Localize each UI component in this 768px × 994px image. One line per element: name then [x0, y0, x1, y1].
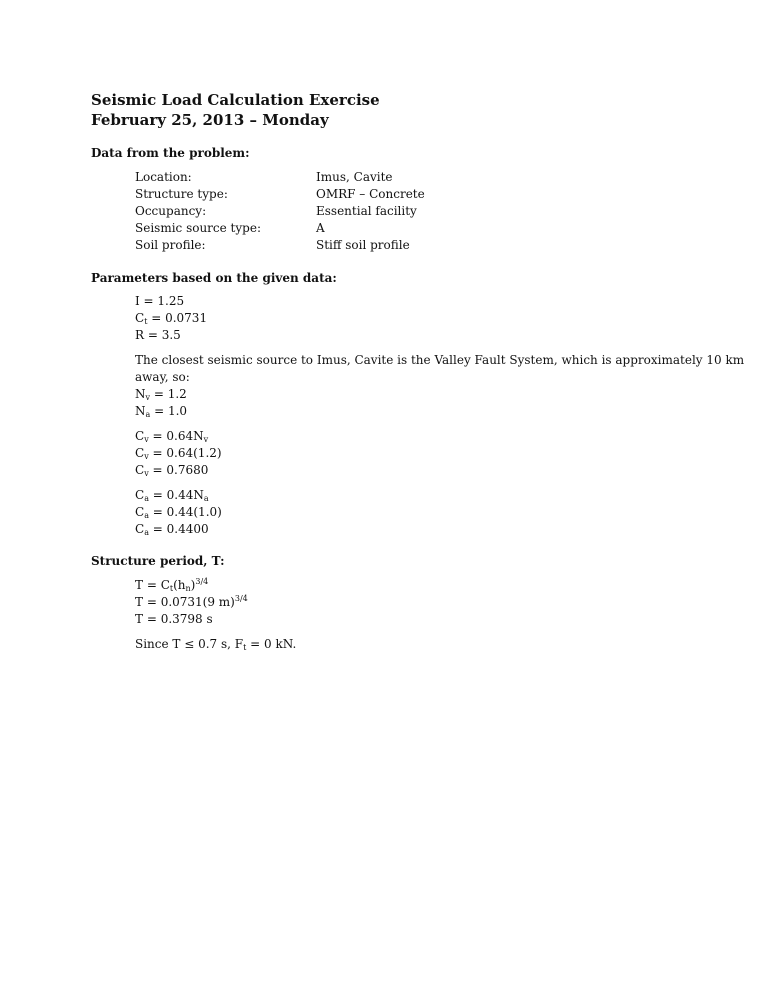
param-Na: $N_a = 1.0$ [135, 404, 188, 419]
eq-Cv-2: $C_v = 0.64(1.2)$ [135, 446, 222, 461]
data-label-structure-type: Structure type: [135, 187, 228, 201]
data-value-occupancy: Essential facility [316, 204, 417, 218]
eq-Cv-1: $C_v = 0.64N_v$ [135, 429, 209, 444]
eq-Ca-2: $C_a = 0.44(1.0)$ [135, 505, 222, 520]
eq-T-1: $T = C_t(h_n)^{3/4}$ [135, 577, 209, 593]
eq-Cv-3: $C_v = 0.7680$ [135, 463, 209, 478]
param-I: I = 1.25 [135, 294, 185, 308]
params-heading: Parameters based on the given data: [91, 271, 337, 285]
data-label-soil-profile: Soil profile: [135, 238, 206, 252]
param-Nv: $N_v = 1.2$ [135, 387, 187, 402]
title-line-2: February 25, 2013 – Monday [91, 111, 329, 129]
eq-T-3: T = 0.3798 s [135, 612, 213, 626]
since-statement: Since T ≤ 0.7 s, $F_t = 0$ kN. [135, 637, 297, 652]
period-heading: Structure period, T: [91, 554, 225, 568]
eq-Ca-1: $C_a = 0.44N_a$ [135, 488, 209, 503]
data-value-structure-type: OMRF – Concrete [316, 187, 425, 201]
data-label-location: Location: [135, 170, 192, 184]
data-label-occupancy: Occupancy: [135, 204, 207, 218]
param-Ct: $C_t = 0.0731$ [135, 311, 208, 326]
eq-Ca-3: $C_a = 0.4400$ [135, 522, 209, 537]
note-line-1: The closest seismic source to Imus, Cavite is the Valley Fault System, which is approximately 10 km [135, 353, 745, 367]
eq-T-2: T = 0.0731(9 m)$^{3/4}$ [135, 594, 248, 609]
data-label-seismic-source: Seismic source type: [135, 221, 261, 235]
data-heading: Data from the problem: [91, 146, 250, 160]
note-line-2: away, so: [135, 370, 190, 384]
data-value-seismic-source: A [316, 221, 325, 235]
data-value-location: Imus, Cavite [316, 170, 393, 184]
param-R: R = 3.5 [135, 328, 181, 342]
title-line-1: Seismic Load Calculation Exercise [91, 91, 380, 109]
data-value-soil-profile: Stiff soil profile [316, 238, 410, 252]
